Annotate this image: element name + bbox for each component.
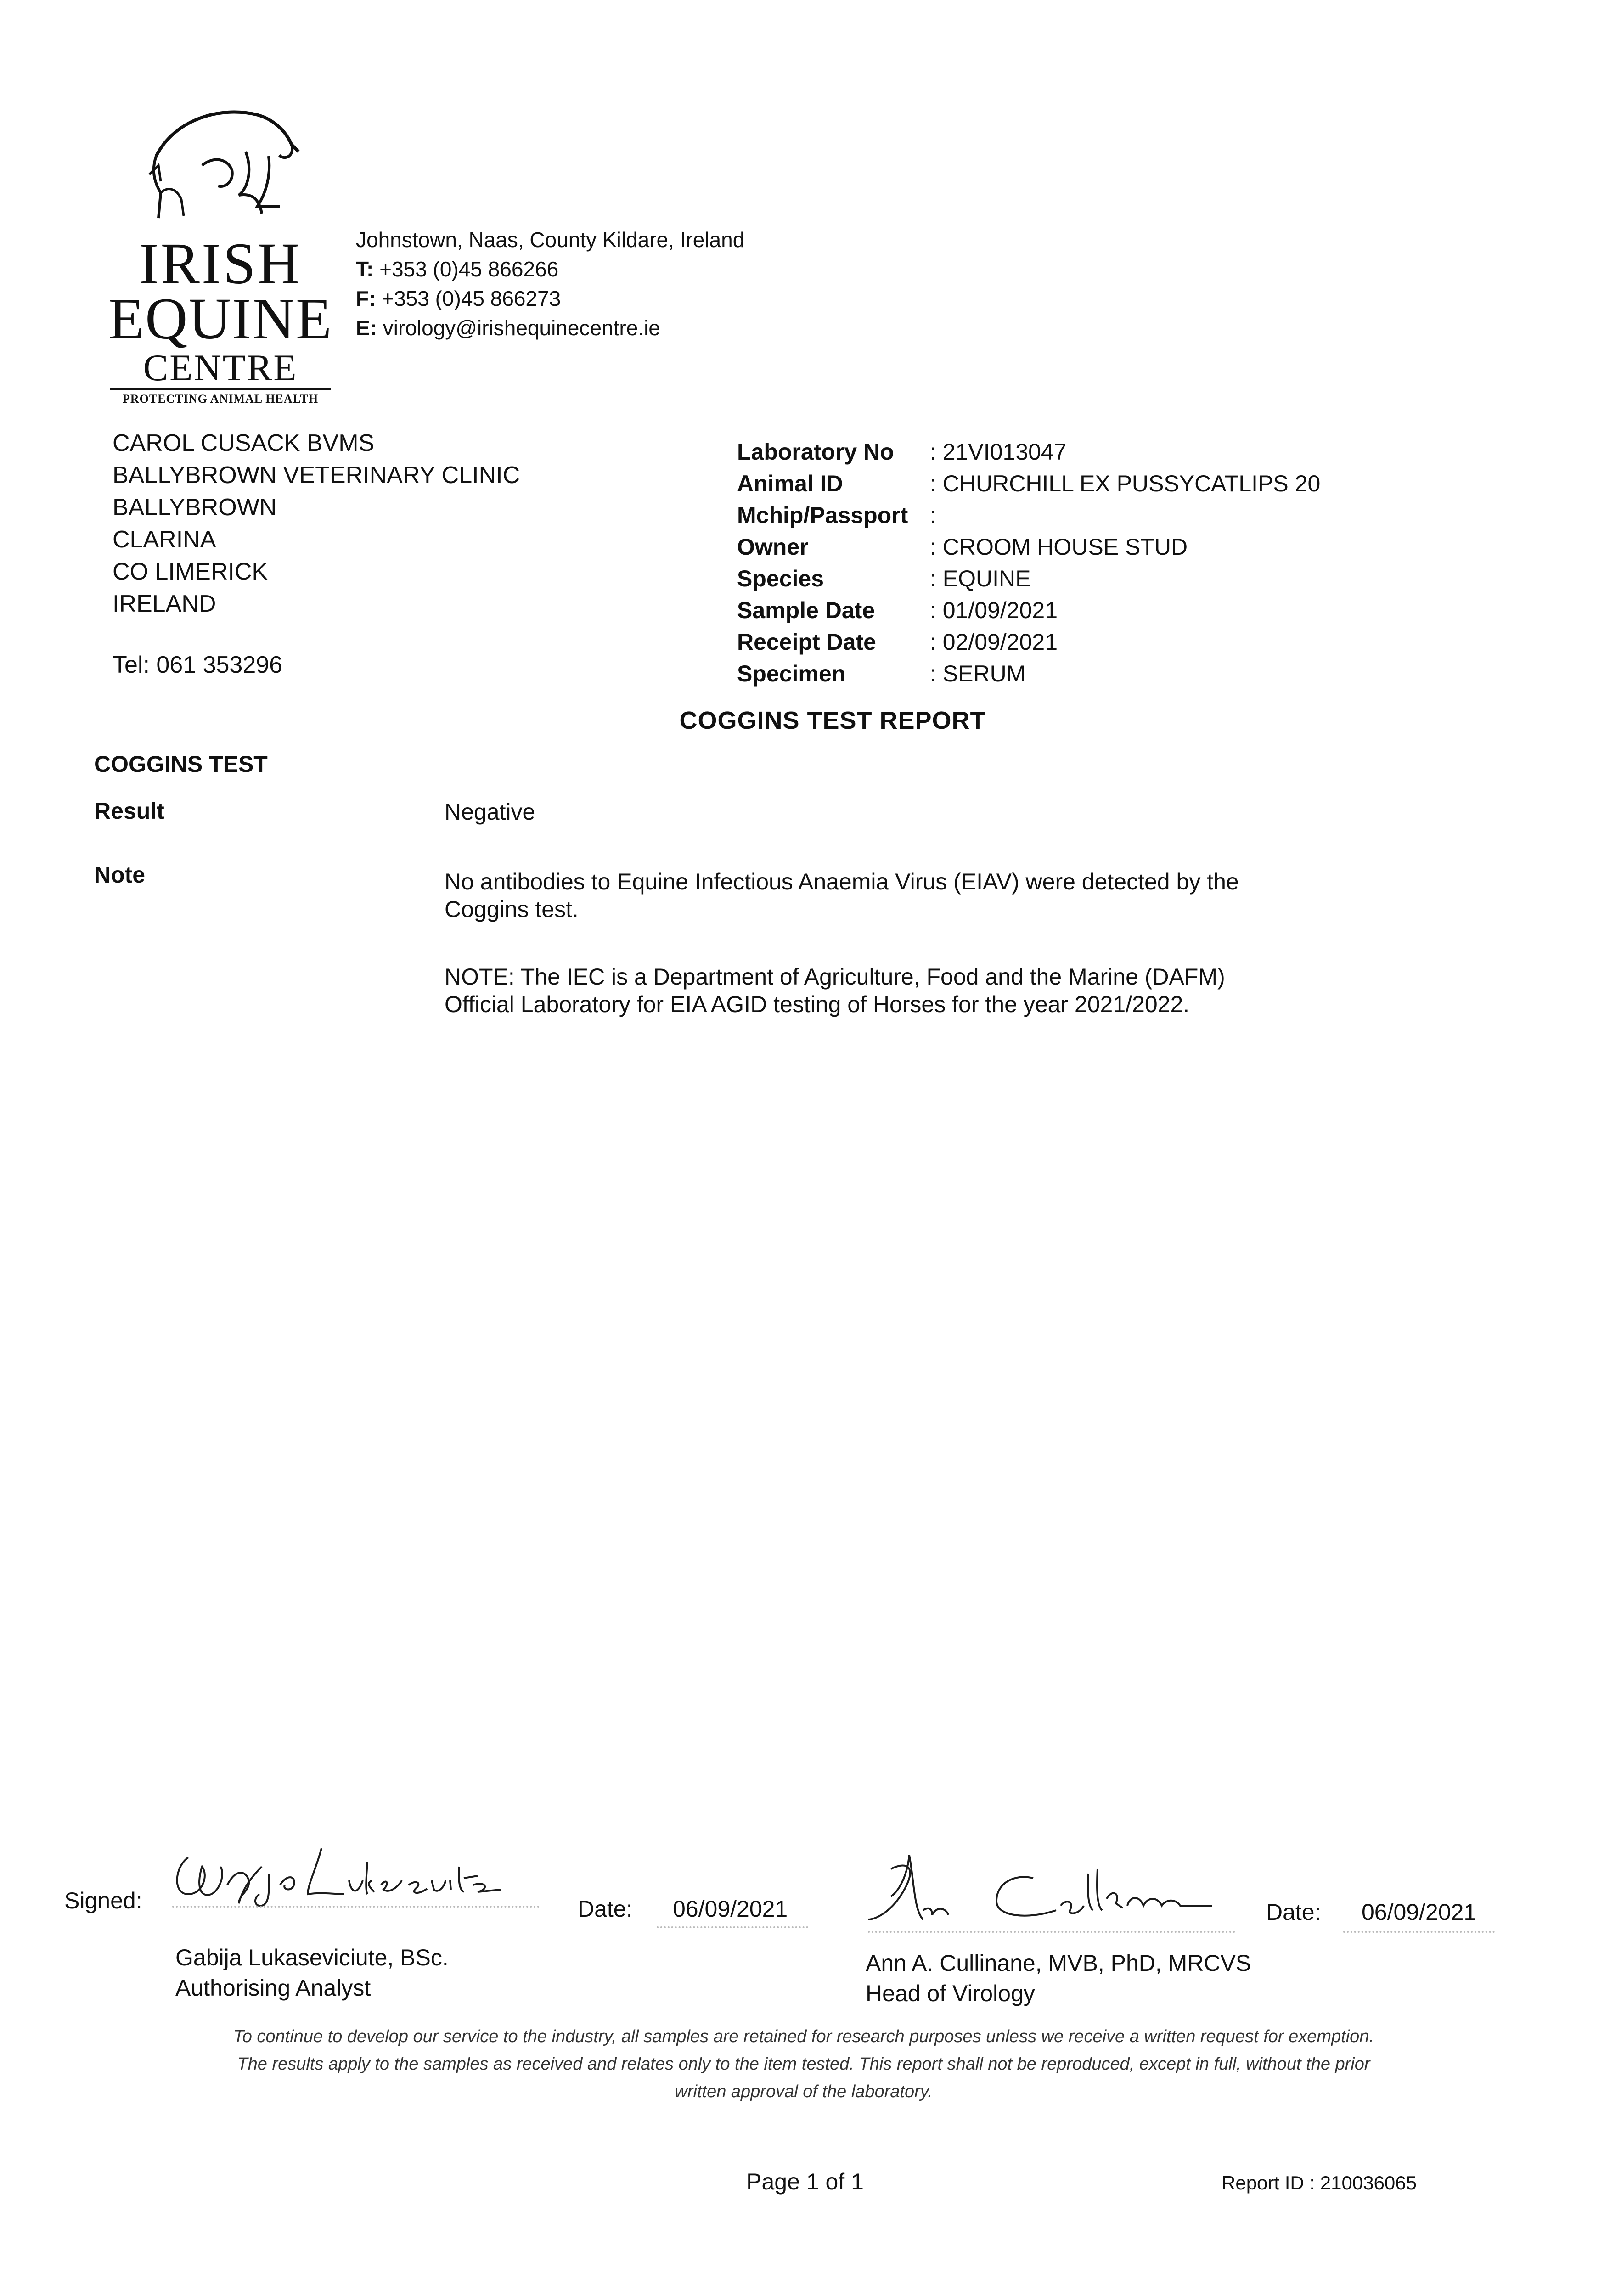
recipient-line: BALLYBROWN VETERINARY CLINIC (113, 462, 520, 489)
recipient-address (113, 427, 520, 620)
analyst-date: 06/09/2021 (673, 1896, 788, 1922)
signed-label: Signed: (64, 1888, 142, 1913)
analyst-date-label: Date: (578, 1896, 633, 1922)
logo-line-equine: EQUINE (108, 286, 333, 351)
detail-row-owner: Owner : CROOM HOUSE STUD (737, 534, 1188, 560)
detail-row-sample-date: Sample Date : 01/09/2021 (737, 597, 1058, 623)
logo-divider (110, 388, 331, 390)
date-line-analyst (657, 1926, 808, 1928)
centre-fax: F: +353 (0)45 866273 (356, 287, 561, 310)
analyst-signature (170, 1830, 501, 1910)
sample-details (737, 436, 1320, 690)
analyst-name: Gabija Lukaseviciute, BSc. (175, 1945, 449, 1970)
disclaimer-line-2: The results apply to the samples as received and relates only to the item tested. This report shall not be reproduced, except in full, without the prior (237, 2054, 1370, 2074)
signature-line-head (868, 1931, 1235, 1933)
head-date-label: Date: (1266, 1899, 1321, 1925)
logo-line-irish: IRISH (139, 231, 302, 296)
head-role: Head of Virology (866, 1981, 1035, 2006)
irish-equine-centre-logo (106, 101, 344, 404)
head-name-block (866, 1948, 1251, 2009)
note-paragraph-1: No antibodies to Equine Infectious Anaemia Virus (EIAV) were detected by the Coggins test. (445, 869, 1239, 922)
centre-contact-block (356, 225, 744, 343)
recipient-line: CO LIMERICK (113, 558, 268, 585)
note-label: Note (94, 862, 146, 888)
recipient-line: BALLYBROWN (113, 494, 277, 521)
disclaimer-line-1: To continue to develop our service to the industry, all samples are retained for research purposes unless we receive a written request for exemption. (233, 2027, 1374, 2046)
centre-address: Johnstown, Naas, County Kildare, Ireland (356, 228, 745, 252)
disclaimer-line-3: written approval of the laboratory. (675, 2082, 933, 2101)
logo-tagline: PROTECTING ANIMAL HEALTH (122, 392, 319, 405)
head-date: 06/09/2021 (1362, 1899, 1477, 1925)
head-name: Ann A. Cullinane, MVB, PhD, MRCVS (866, 1950, 1251, 1976)
result-label: Result (94, 798, 164, 824)
logo-line-centre: CENTRE (143, 347, 298, 388)
centre-email: E: virology@irishequinecentre.ie (356, 316, 660, 340)
report-id: Report ID : 210036065 (1222, 2172, 1417, 2194)
report-title: COGGINS TEST REPORT (679, 707, 986, 734)
handwritten-signature-head (863, 1841, 1222, 1933)
detail-row-mchip-passport: Mchip/Passport : (737, 502, 936, 528)
detail-row-laboratory-no: Laboratory No : 21VI013047 (737, 439, 1067, 465)
detail-row-specimen: Specimen : SERUM (737, 661, 1026, 687)
disclaimer (152, 2023, 1456, 2105)
page-number: Page 1 of 1 (746, 2169, 864, 2195)
note-paragraph-2: NOTE: The IEC is a Department of Agriculture, Food and the Marine (DAFM) Official Laboratory for EIA AGID testing of Horses for the year 2021/2022. (445, 964, 1225, 1017)
date-line-head (1343, 1931, 1495, 1933)
detail-row-animal-id: Animal ID : CHURCHILL EX PUSSYCATLIPS 20 (737, 471, 1321, 496)
head-signature (863, 1841, 1222, 1936)
analyst-role: Authorising Analyst (175, 1975, 371, 2001)
detail-row-receipt-date: Receipt Date : 02/09/2021 (737, 629, 1058, 655)
recipient-line: CAROL CUSACK BVMS (113, 430, 375, 456)
horse-logo-icon (133, 101, 317, 230)
detail-row-species: Species : EQUINE (737, 566, 1031, 591)
handwritten-signature-analyst (170, 1830, 501, 1908)
recipient-tel: Tel: 061 353296 (113, 652, 283, 678)
analyst-name-block (175, 1942, 449, 2003)
recipient-line: CLARINA (113, 526, 216, 553)
test-section-title: COGGINS TEST (94, 751, 268, 777)
centre-phone: T: +353 (0)45 866266 (356, 257, 559, 281)
signature-line-analyst (172, 1906, 540, 1908)
recipient-line: IRELAND (113, 591, 216, 617)
result-value: Negative (445, 799, 535, 825)
